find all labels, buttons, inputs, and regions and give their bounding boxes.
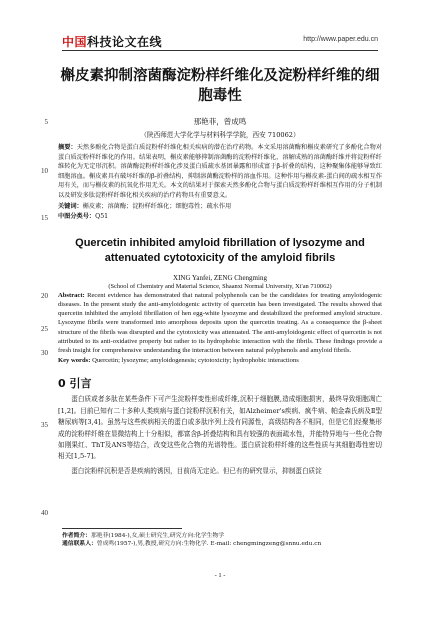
affiliation-chinese: （陕西师范大学化学与材料科学学院，西安 710062） [140,131,300,139]
section-heading-intro: 0 引言 [58,377,92,391]
authors-chinese: 那艳菲，曾成鸣 [193,117,247,126]
clc-label: 中图分类号： [58,213,96,221]
header-rule [62,50,378,51]
abstract-english [58,291,382,355]
abstract-text: 天然多酚化合物是蛋白质淀粉样纤维化相关疾病的潜在治疗药物。本文采用溶菌酶和槲皮素研究了多酚化合物对蛋白质淀粉样纤维化的作用。结果表明，槲皮素能够抑制溶菌酶的淀粉样纤维化，溶解成熟的溶菌酶纤维并将淀粉样纤维转化为无定形沉积。溶菌酶淀粉样纤维化涉及蛋白质疏水基团暴露和形成富于β-折叠的结构，这种聚集体能够导致红细胞溶血。槲皮素具有破坏纤维的β-折叠结构，抑制溶菌酶淀粉样的溶血作用。这种作用与槲皮素-蛋白间的疏水相互作用有关，而与槲皮素的抗氧化作用无关。本文的结果对于探索天然多酚化合物与蛋白质淀粉样纤维相互作用的分子机制以及研发多肽淀粉样纤维化相关疾病的治疗药物具有重要意义。 [58,144,383,199]
line-number: 35 [41,421,48,429]
line-number: 15 [41,214,48,222]
authors-english: XING Yanfei, ZENG Chengming [173,273,267,282]
page-number: - 1 - [214,572,226,579]
line-number: 5 [44,118,48,126]
intro-paragraph: 蛋白质或者多肽在某些条件下可产生淀粉样变性形成纤维,沉积于细胞膜,造成细胞损害，最终导致细胞凋亡[1,2]。目前已知有二十多种人类疾病与蛋白淀粉样沉积有关，如Alzheimer's疾病、疯牛病、帕金森氏病及Ⅱ型糖尿病等[3,4]。虽然与这些疾病相关的蛋白或多肽序列上没有同源性，高级结构各不相同，但是它们经聚集形成的淀粉样纤维在显微结构上十分相似，都富含β-折叠结构和具有较强的表面疏水性，并能特异地与一些化合物如刚果红、ThT及ANS等结合，改变这些化合物的光谱特性。蛋白质淀粉样纤维的这些性质与其细胞毒性密切相关[1,5-7]。 [58,395,382,461]
affiliation-english: (School of Chemistry and Material Science, Shaanxi Normal University, Xi'an 710062) [108,282,332,290]
keywords-label: 关键词： [58,202,83,210]
footnote-text: 那艳菲(1984-),女,硕士研究生,研究方向:化学生物学 [91,533,225,539]
footnote-label: 通信联系人： [62,541,97,548]
footnote-contact [62,540,378,548]
paper-body [58,54,382,477]
footnote-rule [62,528,182,529]
page-header [0,0,440,54]
line-number: 40 [41,509,48,517]
keywords-en-label: Key words: [58,357,91,365]
intro-paragraph: 蛋白淀粉样沉积是否是疾病的诱因，目前尚无定论。但已有的研究显示，抑制蛋白质淀 [71,466,322,475]
keywords-english [58,356,382,365]
title-chinese: 槲皮素抑制溶菌酶淀粉样纤维化及淀粉样纤维的细胞毒性 [60,68,380,104]
line-number: 20 [41,292,48,300]
journal-logo [62,33,162,50]
keywords-text: 槲皮素；溶菌酶；淀粉样纤维化；细胞毒性；疏水作用 [82,202,232,210]
logo-black-text: 科技论文在线 [87,35,163,49]
title-english: Quercetin inhibited amyloid fibrillation of lysozyme and attenuated cytotoxicity of the amyloid fibrils [75,236,365,264]
clc-value: Q51 [95,213,109,221]
footnote-author-bio [62,532,378,540]
abstract-label: 摘要： [58,144,77,151]
keywords-chinese [58,202,382,212]
line-number: 30 [41,349,48,357]
clc-number [58,212,382,222]
abstract-en-label: Abstract: [58,291,85,299]
line-number: 10 [41,167,48,175]
footnote-text: 曾成鸣(1957-),男,教授,研究方向:生物化学. E-mail: chengmingzeng@snnu.edu.cn [96,541,322,548]
line-number: 25 [41,325,48,333]
logo-red-text: 中国 [62,35,88,49]
journal-url[interactable]: http://www.paper.edu.cn [303,36,378,43]
footnotes [62,532,378,549]
footnote-label: 作者简介： [62,533,91,539]
keywords-en-text: Quercetin; lysozyme; amyloidogenesis; cytotoxicity; hydrophobic interactions [92,357,299,365]
abstract-en-text: Recent evidence has demonstrated that natural polyphenols can be the candidates for treating amyloidogenic diseases. In the present study the anti-amyloidogenic activity of quercetin has been investigated. The results showed that quercetin inhibited the amyloid fibrillation of hen egg-white lysozyme and destabilized the preformed amyloid structure. Lysozyme fibrils were transformed into amorphous deposits upon the quercetin treating. As a consequence the β-sheet structure of the fibrils was disrupted and the cytotoxicity was attenuated. The anti-amyloidogenic effect of quercetin is not attributed to its anti-oxidative property but rather to its hydrophobic interaction with the fibrils. These findings provide a fresh insight for comprehensive understanding the interaction between natural polyphenols and amyloid fibrils. [58,291,382,354]
abstract-chinese [58,143,382,201]
